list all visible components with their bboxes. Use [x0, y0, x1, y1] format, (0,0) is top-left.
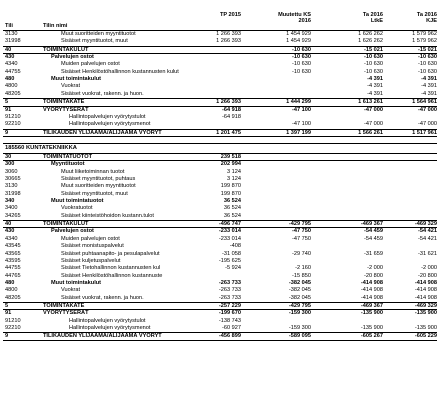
value-cell: -4 391: [367, 83, 383, 90]
account-code: 9: [5, 333, 9, 340]
value-cell: 36 524: [223, 212, 241, 219]
account-name: TOIMINTATUOTOT: [43, 153, 92, 160]
value-cell: -10 630: [292, 68, 311, 75]
account-code: 91: [5, 106, 12, 113]
value-cell: -10 630: [418, 54, 437, 61]
table-row: [3, 220, 437, 228]
value-cell: 1 566 261: [358, 129, 383, 136]
account-code: 40: [5, 221, 12, 228]
value-cell: -54 421: [418, 235, 437, 242]
account-name: TILIKAUDEN YLIJÄÄMÄ/ALIJÄÄMÄ VYÖRYT: [43, 333, 162, 340]
value-cell: -31 659: [364, 250, 383, 257]
value-cell: -195 625: [218, 257, 241, 264]
table-row: [3, 258, 437, 265]
table-row: [3, 191, 437, 198]
value-cell: -10 630: [364, 68, 383, 75]
value-cell: 1 444 299: [286, 99, 311, 106]
value-cell: -47 100: [292, 121, 311, 128]
account-name: Sisäiset puhtaanapito- ja pesulapalvelut: [61, 250, 160, 257]
value-cell: 1 579 962: [412, 31, 437, 37]
table-row: [3, 310, 437, 317]
value-cell: -64 918: [222, 106, 241, 113]
account-name: Hallintopalvelujen vyörytystulot: [69, 317, 146, 324]
account-code: 480: [5, 279, 15, 286]
account-name: Sisäiset vuokrat, rakenn. ja huon.: [61, 90, 144, 97]
value-cell: 1 626 262: [358, 31, 383, 37]
value-cell: 1 454 929: [286, 31, 311, 37]
value-cell: 1 201 475: [216, 129, 241, 136]
value-cell: -15 850: [292, 272, 311, 279]
account-name: Sisäiset Henkilöstöhallinnon kustannuste: [61, 272, 163, 279]
value-cell: -47 100: [292, 106, 311, 113]
header-ta2016-ltke-line2: LtkE: [370, 18, 383, 24]
account-name: Vuokratuotot: [61, 205, 93, 212]
account-code: 34265: [5, 212, 21, 219]
value-cell: -10 630: [418, 61, 437, 68]
account-code: 91210: [5, 317, 21, 324]
table-row: [3, 295, 437, 302]
account-code: 4340: [5, 61, 18, 68]
value-cell: -2 160: [295, 265, 311, 272]
table-row: [3, 265, 437, 272]
header-ta2016-kje-line2: KJE: [426, 18, 437, 24]
account-code: 3130: [5, 183, 18, 190]
account-name: TOIMINTAKULUT: [43, 46, 89, 53]
account-name: Sisäiset myyntituotot, muut: [61, 190, 128, 197]
account-name: VYÖRYTYSERÄT: [43, 310, 89, 317]
account-code: 4800: [5, 83, 18, 90]
account-name: Vuokrat: [61, 287, 81, 294]
table-row: [3, 153, 437, 161]
value-cell: -29 740: [292, 250, 311, 257]
table-row: [3, 161, 437, 168]
value-cell: -135 900: [414, 310, 437, 317]
account-code: 4340: [5, 235, 18, 242]
column-labels: [3, 22, 437, 31]
value-cell: -10 630: [364, 54, 383, 61]
account-code: 3060: [5, 168, 18, 175]
table-row: [3, 69, 437, 76]
value-cell: -47 000: [364, 106, 383, 113]
account-code: 44765: [5, 272, 21, 279]
table-row: [3, 46, 437, 54]
account-name: Palvelujen ostot: [51, 228, 94, 235]
table-row: [3, 183, 437, 190]
account-name: Sisäiset myyntituotot, puhtaus: [61, 176, 136, 183]
value-cell: 1 266 393: [216, 38, 241, 45]
value-cell: -469 367: [360, 221, 383, 228]
value-cell: -2 000: [421, 265, 437, 272]
value-cell: -382 045: [288, 294, 311, 301]
table-row: [3, 61, 437, 68]
value-cell: -10 630: [292, 61, 311, 68]
value-cell: -496 747: [218, 221, 241, 228]
value-cell: 1 266 393: [216, 31, 241, 37]
value-cell: -4 391: [421, 83, 437, 90]
value-cell: -47 000: [364, 121, 383, 128]
value-cell: -429 795: [288, 302, 311, 309]
value-cell: -429 795: [288, 221, 311, 228]
value-cell: -31 621: [418, 250, 437, 257]
value-cell: 1 626 262: [358, 38, 383, 45]
account-code: 44755: [5, 68, 21, 75]
top-table-body: [3, 31, 437, 137]
value-cell: 1 397 199: [286, 129, 311, 136]
value-cell: -60 927: [222, 325, 241, 331]
value-cell: -414 908: [360, 287, 383, 294]
account-code: 44755: [5, 265, 21, 272]
table-row: [3, 243, 437, 250]
account-code: 43595: [5, 257, 21, 264]
value-cell: -414 908: [360, 279, 383, 286]
value-cell: -414 908: [414, 294, 437, 301]
table-row: [3, 280, 437, 287]
account-name: Sisäiset monistuspalvelut: [61, 243, 124, 250]
table-row: [3, 76, 437, 83]
value-cell: -54 421: [418, 228, 437, 235]
value-cell: -4 391: [421, 90, 437, 97]
account-name: Palvelujen ostot: [51, 54, 94, 61]
value-cell: -4 391: [367, 76, 383, 83]
account-code: 3400: [5, 205, 18, 212]
value-cell: -47 750: [292, 228, 311, 235]
account-code: 31998: [5, 190, 21, 197]
value-cell: -414 908: [360, 294, 383, 301]
account-name: Muut toimintakulut: [51, 76, 102, 83]
value-cell: -233 014: [218, 228, 241, 235]
table-row: [3, 129, 437, 137]
account-name: Muut liiketoiminnan tuotot: [61, 168, 125, 175]
value-cell: -135 900: [360, 325, 383, 331]
value-cell: -10 630: [364, 61, 383, 68]
value-cell: 3 124: [227, 176, 241, 183]
table-row: [3, 176, 437, 183]
table-row: [3, 251, 437, 258]
account-code: 340: [5, 198, 15, 205]
table-row: [3, 83, 437, 90]
value-cell: 3 124: [227, 168, 241, 175]
value-cell: -263 733: [218, 294, 241, 301]
value-cell: -605 229: [414, 333, 437, 340]
table-row: [3, 273, 437, 280]
column-header-band: [3, 0, 437, 22]
account-name: Hallintopalvelujen vyörytysmenot: [69, 121, 151, 128]
value-cell: -47 000: [418, 106, 437, 113]
account-name: TOIMINTAKULUT: [43, 221, 89, 228]
value-cell: 1 517 961: [412, 129, 437, 136]
account-code: 5: [5, 99, 9, 106]
table-row: [3, 91, 437, 98]
table-row: [3, 98, 437, 106]
value-cell: -263 733: [218, 287, 241, 294]
value-cell: -47 750: [292, 235, 311, 242]
value-cell: -10 630: [292, 46, 311, 53]
account-code: 92210: [5, 121, 21, 128]
account-code: 48205: [5, 294, 21, 301]
value-cell: -5 924: [225, 265, 241, 272]
account-name: TOIMINTAKATE: [43, 302, 85, 309]
value-cell: -15 021: [418, 46, 437, 53]
value-cell: -2 000: [367, 265, 383, 272]
value-cell: -20 800: [418, 272, 437, 279]
table-row: [3, 318, 437, 325]
account-name: Sisäiset myyntituotot, muut: [61, 38, 128, 45]
value-cell: -4 391: [367, 90, 383, 97]
header-ta2016-ltke-line1: Ta 2016: [362, 12, 383, 18]
account-name: Hallintopalvelujen vyörytystulot: [69, 113, 146, 120]
table-row: [3, 213, 437, 220]
label-tili: Tili: [5, 23, 13, 29]
value-cell: 199 870: [220, 183, 241, 190]
account-name: Hallintopalvelujen vyörytysmenot: [69, 325, 151, 331]
report-sheet: [3, 0, 437, 341]
value-cell: 202 994: [220, 161, 241, 168]
header-ta2016-kje-line1: Ta 2016: [416, 12, 437, 18]
value-cell: -257 229: [218, 302, 241, 309]
table-row: [3, 54, 437, 61]
account-code: 43565: [5, 250, 21, 257]
value-cell: -456 899: [218, 333, 241, 340]
header-muutettu-line2: 2016: [298, 18, 311, 24]
account-name: Sisäiset vuokrat, rakenn. ja huon.: [61, 294, 144, 301]
table-row: [3, 287, 437, 294]
value-cell: 36 524: [223, 198, 241, 205]
table-row: [3, 31, 437, 38]
value-cell: -20 800: [364, 272, 383, 279]
value-cell: -4 391: [421, 76, 437, 83]
account-name: Muiden palvelujen ostot: [61, 61, 120, 68]
value-cell: -54 459: [364, 228, 383, 235]
value-cell: -414 908: [414, 287, 437, 294]
table-row: [3, 236, 437, 243]
account-name: Sisäiset kuljetuspalvelut: [61, 257, 121, 264]
account-code: 31998: [5, 38, 21, 45]
account-name: Muut suoritteiden myyntituotot: [61, 31, 136, 37]
value-cell: 1 564 961: [412, 99, 437, 106]
value-cell: -64 918: [222, 113, 241, 120]
table-row: [3, 325, 437, 332]
table-row: [3, 38, 437, 45]
account-code: 43545: [5, 243, 21, 250]
account-name: VYÖRYTYSERÄT: [43, 106, 89, 113]
value-cell: -382 045: [288, 279, 311, 286]
account-code: 430: [5, 228, 15, 235]
header-tp2015: TP 2015: [219, 12, 241, 18]
value-cell: -469 329: [414, 302, 437, 309]
value-cell: 1 613 261: [358, 99, 383, 106]
value-cell: -408: [229, 243, 241, 250]
account-code: 4800: [5, 287, 18, 294]
account-code: 480: [5, 76, 15, 83]
value-cell: -138 743: [218, 317, 241, 324]
table-row: [3, 107, 437, 114]
account-code: 5: [5, 302, 9, 309]
account-name: Myyntituotot: [51, 161, 85, 168]
header-muutettu-line1: Muutettu KS: [278, 12, 311, 18]
account-code: 91: [5, 310, 12, 317]
value-cell: -47 000: [418, 121, 437, 128]
account-code: 9: [5, 129, 9, 136]
table-row: [3, 228, 437, 235]
account-code: 91210: [5, 113, 21, 120]
value-cell: 199 870: [220, 190, 241, 197]
account-code: 3130: [5, 31, 18, 37]
value-cell: -135 900: [414, 325, 437, 331]
value-cell: -414 908: [414, 279, 437, 286]
table-row: [3, 169, 437, 176]
value-cell: -10 630: [418, 68, 437, 75]
value-cell: -469 367: [360, 302, 383, 309]
account-name: Muiden palvelujen ostot: [61, 235, 120, 242]
account-name: Muut toimintakulut: [51, 279, 102, 286]
table-row: [3, 114, 437, 121]
account-code: 300: [5, 161, 15, 168]
account-code: 40: [5, 46, 12, 53]
table-row: [3, 332, 437, 340]
account-code: 30: [5, 153, 12, 160]
account-name: TOIMINTAKATE: [43, 99, 85, 106]
table-row: [3, 121, 437, 128]
bottom-table-body: [3, 153, 437, 341]
value-cell: -31 058: [222, 250, 241, 257]
account-name: Muut suoritteiden myyntituotot: [61, 183, 136, 190]
value-cell: -10 630: [292, 54, 311, 61]
value-cell: 36 524: [223, 205, 241, 212]
value-cell: -159 300: [288, 310, 311, 317]
value-cell: -382 045: [288, 287, 311, 294]
value-cell: 1 266 393: [216, 99, 241, 106]
value-cell: -233 014: [218, 235, 241, 242]
value-cell: 1 454 929: [286, 38, 311, 45]
section-title-text: 185560 KUNTATEKNIIKKA: [5, 144, 77, 151]
value-cell: -135 900: [360, 310, 383, 317]
account-code: 430: [5, 54, 15, 61]
value-cell: -469 329: [414, 221, 437, 228]
label-tilinimi: Tilin nimi: [43, 23, 68, 29]
account-name: Sisäiset kiinteistöhoidon kustann.tulot: [61, 212, 154, 219]
account-code: 92210: [5, 325, 21, 331]
account-name: Sisäiset Tietohallinnon kustannusten kul: [61, 265, 161, 272]
value-cell: -54 459: [364, 235, 383, 242]
value-cell: -199 670: [218, 310, 241, 317]
value-cell: -15 021: [364, 46, 383, 53]
value-cell: -263 733: [218, 279, 241, 286]
section-title: [3, 143, 437, 153]
value-cell: -605 267: [360, 333, 383, 340]
value-cell: 239 518: [220, 153, 241, 160]
account-name: Muut toimintatuotot: [51, 198, 104, 205]
account-name: Sisäiset Henkilöstöhallinnon kustannusten kulut: [61, 68, 179, 75]
account-code: 48205: [5, 90, 21, 97]
account-name: Vuokrat: [61, 83, 81, 90]
value-cell: -589 095: [288, 333, 311, 340]
table-row: [3, 205, 437, 212]
table-row: [3, 198, 437, 205]
account-code: 30665: [5, 176, 21, 183]
value-cell: 1 579 962: [412, 38, 437, 45]
account-name: TILIKAUDEN YLIJÄÄMÄ/ALIJÄÄMÄ VYÖRYT: [43, 129, 162, 136]
value-cell: -159 300: [288, 325, 311, 331]
